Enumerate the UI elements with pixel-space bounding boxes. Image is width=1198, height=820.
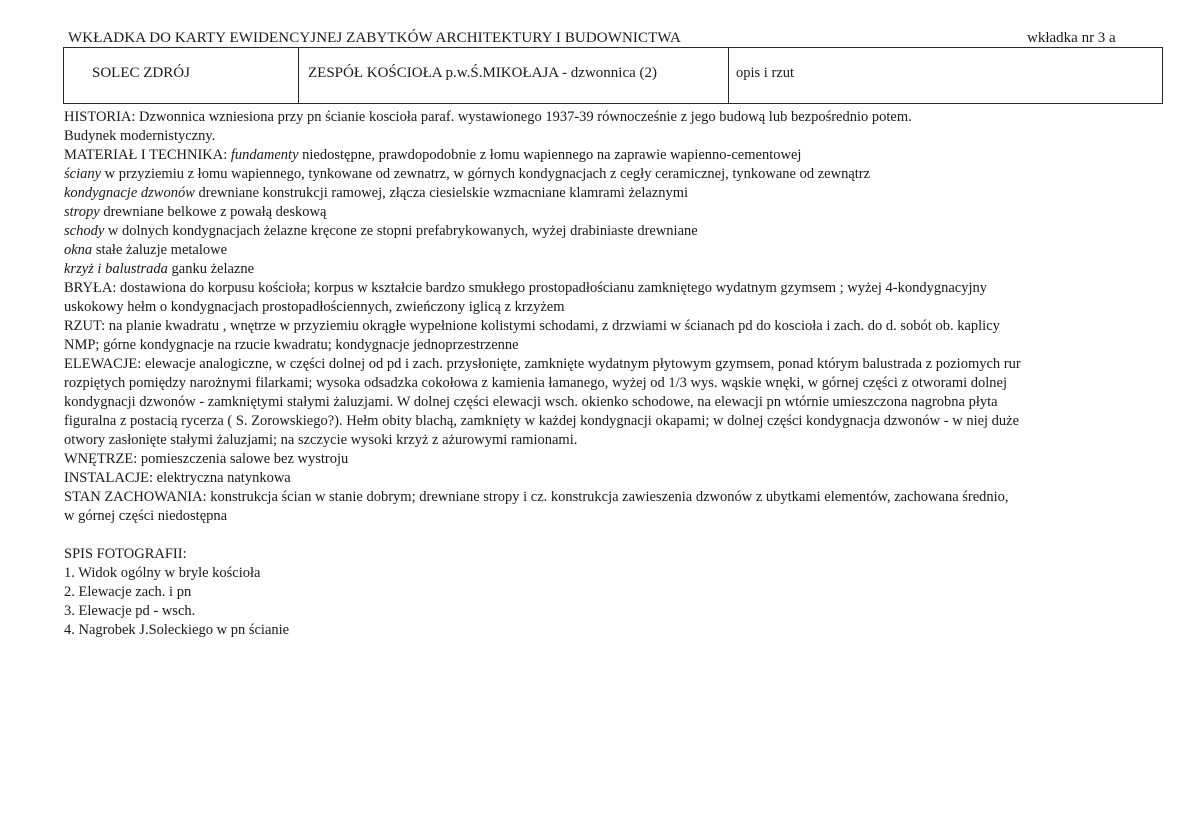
bryla-line: uskokowy hełm o kondygnacjach prostopadłościennych, zwieńczony iglicą z krzyżem <box>64 299 565 315</box>
historia-line: HISTORIA: Dzwonnica wzniesiona przy pn ścianie koscioła paraf. wystawionego 1937-39 równocześnie z jego budową lub bezpośrednio potem. <box>64 109 912 125</box>
photo-list-item: 1. Widok ogólny w bryle kościoła <box>64 565 261 581</box>
material-line: ściany w przyziemiu z łomu wapiennego, tynkowane od zewnatrz, w górnych kondygnacjach z cegły ceramicznej, tynkowane od zewnątrz <box>64 166 871 182</box>
spacer <box>64 526 1174 545</box>
material-line: MATERIAŁ I TECHNIKA: fundamenty niedostępne, prawdopodobnie z łomu wapiennego na zaprawie wapienno-cementowej <box>64 147 802 163</box>
photo-list-item: 4. Nagrobek J.Soleckiego w pn ścianie <box>64 622 290 638</box>
material-line: okna stałe żaluzje metalowe <box>64 242 228 258</box>
object-cell: ZESPÓŁ KOŚCIOŁA p.w.Ś.MIKOŁAJA - dzwonnica (2) <box>299 48 729 103</box>
description-body <box>64 108 1174 640</box>
instalacje-line: INSTALACJE: elektryczna natynkowa <box>64 470 291 486</box>
elewacje-line: kondygnacji dzwonów - zamkniętymi stałymi żaluzjami. W dolnej części elewacji wsch. okienko schodowe, na elewacji pn wtórnie umieszczona nagrobna płyta <box>64 394 998 410</box>
sheet-number: wkładka nr 3 a <box>1027 30 1116 46</box>
location-cell: SOLEC ZDRÓJ <box>64 48 299 103</box>
historia-line: Budynek modernistyczny. <box>64 128 216 144</box>
material-line: kondygnacje dzwonów drewniane konstrukcji ramowej, złącza ciesielskie wzmacniane klamrami żelaznymi <box>64 185 689 201</box>
rzut-line: RZUT: na planie kwadratu , wnętrze w przyziemiu okrągłe wypełnione kolistymi schodami, z drzwiami w ścianach pd do koscioła i zach. do d. sobót ob. kaplicy <box>64 318 1000 334</box>
material-line: stropy drewniane belkowe z powałą deskową <box>64 204 327 220</box>
elewacje-line: figuralna z postacią rycerza ( S. Zorowskiego?). Hełm obity blachą, zamknięty w każdej kondygnacji okapami; w dolnej części kondygnacja dzwonów - w niej duże <box>64 413 1020 429</box>
form-title: WKŁADKA DO KARTY EWIDENCYJNEJ ZABYTKÓW ARCHITEKTURY I BUDOWNICTWA <box>68 30 681 46</box>
wnetrze-line: WNĘTRZE: pomieszczenia salowe bez wystroju <box>64 451 349 467</box>
elewacje-line: rozpiętych pomiędzy narożnymi filarkami; wysoka odsadzka cokołowa z kamienia łamanego, wyżej od 1/3 wys. wąskie wnęki, w górnej części z otworami dolnej <box>64 375 1008 391</box>
photos-heading: SPIS FOTOGRAFII: <box>64 546 187 562</box>
photo-list-item: 3. Elewacje pd - wsch. <box>64 603 196 619</box>
material-line: krzyż i balustrada ganku żelazne <box>64 261 255 277</box>
elewacje-line: otwory zasłonięte stałymi żaluzjami; na szczycie wysoki krzyż z ażurowymi ramionami. <box>64 432 578 448</box>
stan-line: w górnej części niedostępna <box>64 508 228 524</box>
section-cell: opis i rzut <box>736 65 794 81</box>
material-line: schody w dolnych kondygnacjach żelazne kręcone ze stopni prefabrykowanych, wyżej drabiniaste drewniane <box>64 223 698 239</box>
elewacje-line: ELEWACJE: elewacje analogiczne, w części dolnej od pd i zach. przysłonięte, zamknięte wydatnym płytowym gzymsem, ponad którym balustrada z poziomych rur <box>64 356 1021 372</box>
bryla-line: BRYŁA: dostawiona do korpusu kościoła; korpus w kształcie bardzo smukłego prostopadłościanu zamkniętego wydatnym gzymsem ; wyżej 4-kondygnacyjny <box>64 280 987 296</box>
stan-line: STAN ZACHOWANIA: konstrukcja ścian w stanie dobrym; drewniane stropy i cz. konstrukcja zawieszenia dzwonów z ubytkami elementów, zachowana średnio, <box>64 489 1009 505</box>
photo-list-item: 2. Elewacje zach. i pn <box>64 584 192 600</box>
rzut-line: NMP; górne kondygnacje na rzucie kwadratu; kondygnacje jednoprzestrzenne <box>64 337 519 353</box>
header-table <box>63 47 1163 104</box>
